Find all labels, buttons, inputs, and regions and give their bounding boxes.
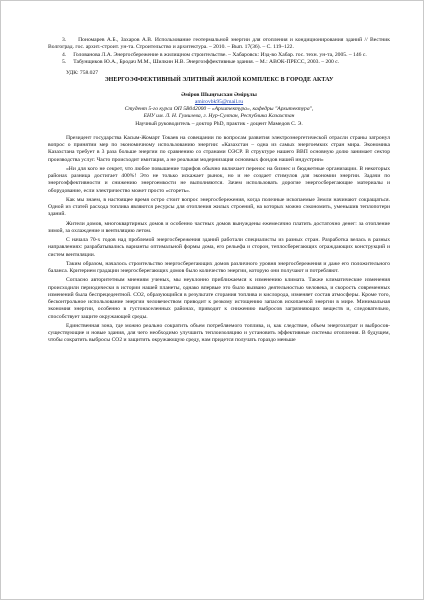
body-paragraph: Президент государства Касым-Жомарт Токаев на совещании по вопросам развития электроэнергетической отрасли страны затронул вопрос о принятии мер по экономичному использованию энергии: «Казахстан – одна из самых энергоемких стран мира. Экономика Казахстана требует в 3 раза больше энергии по сравнению со странами ОЭСР. В структуре нашего ВВП основную долю занимает сектор производства услуг. Часто происходит имитация, а не реальная модернизация основных фондов нашей индустрии»: [48, 134, 390, 163]
author-email-link[interactable]: amirovbk95@mail.ru: [194, 98, 244, 105]
author-affiliation-line-1: Студент 5-го курса ОП 5В042000 – «Архитектура», кафедры "Архитектура",: [124, 106, 314, 112]
reference-item: 5. Табунщиков Ю.А., Бродач М.М., Шилкин Н.В. Энергоэффективные здания. – М.: АВОК-ПРЕСС, 2003. – 200 с.: [62, 58, 340, 65]
article-title: ЭНЕРГОЭФФЕКТИВНЫЙ ЭЛИТНЫЙ ЖИЛОЙ КОМПЛЕКС В ГОРОДЕ АКТАУ: [104, 77, 334, 84]
body-paragraph: Согласно авторитетным мнениям ученых, мы неуклонно приближаемся к изменению климата. Также климатические изменения происходили периодически в истории нашей планеты, однако впервые это было вызвано деятельностью человека, и скорость современных изменений была беспрецедентной. CO2, образующийся в результате сгорания топлива и кислорода, изменяет состав атмосферы. Кроме того, бесконтрольное использование энергии человечеством приводит к резкому истощению запасов ископаемой энергии в мире. Минимальная экономия энергии, особенно в густонаселенных районах, приводит к снижению выбросов загрязняющих веществ и, следовательно, способствует защите окружающей среды.: [48, 277, 390, 320]
author-name: Әміров Шыңғысхан Әмірұлы: [181, 91, 257, 98]
body-paragraph: Жители домов, многоквартирных домов и особенно частных домов вынуждены ежемесячно платить достаточно денег: за отопление зимой, за охлаждение и вентиляцию летом.: [48, 220, 390, 234]
body-paragraph: С начала 70-х годов над проблемой энергосбережения зданий работали специалисты из разных стран. Разработка велась в разных направлениях: разрабатывались варианты оптимальной формы дома, его рельефа и сторон, теплосберегающих ограждающих конструкций и систем вентиляции.: [48, 237, 390, 258]
reference-item: 3. Пономарев А.Б., Захаров А.В. Использование геотермальной энергии для отопления и кондиционирования зданий // Вестник Волгоград. гос. архит.-строит. ун-та. Строительство и архитектура. – 2010. – Вып. 17(36). – С. 119–122.: [48, 37, 390, 51]
body-paragraph: Таким образом, началось строительство энергосберегающих домов различного уровня энергосбережения и даже его положительного баланса. Критерием градации энергосберегающих домов было количество энергии, которую они получают и потребляют.: [48, 260, 390, 274]
page-content: [48, 37, 390, 347]
body-paragraph: «Ни для кого не секрет, что любое повышение тарифов обычно включает перенос на бизнес и бюджетные организации. В некоторых районах разница достигает 400%! Это не только искажает рынок, но и не создает стимулов для экономии энергии. Задачи по энергоэффективности и снижению энергоемкости не выполняются. Зачем использовать дорогие энергосберегающие материалы и оборудование, если электричество может просто «сгореть».: [48, 165, 390, 194]
udk-code: УДК: 758.027: [66, 70, 99, 76]
body-paragraph: Единственная зона, где можно реально сократить объем потребляемого топлива, и, как следствие, объем энергозатрат и выбросов-существующие и новые здания, для чего необходимо улучшить теплоизоляцию и установить эффективные системы отопления. В будущем, чтобы сократить выбросы CO2 и защитить окружающую среду, нам придется получать гораздо меньше: [48, 322, 390, 344]
body-paragraph: Как мы знаем, в настоящее время остро стоит вопрос энергосбережения, когда полезные ископаемые Земли начинают сокращаться. Одной из статей расхода топлива являются ресурсы для отопления жилых строений, на которых можно сэкономить, уменьшив теплопотери зданий.: [48, 196, 390, 218]
article-body: [48, 135, 390, 345]
reference-list: [48, 37, 390, 66]
scientific-advisor: Научный руководитель – доктор PhD, практик - доцент Мамедов С. Э.: [135, 120, 303, 127]
reference-item: 4. Голованова Л.А. Энергосбережение в жилищном строительстве. – Хабаровск: Изд-во Хабар. гос. техн. ун-та, 2005. – 146 с.: [62, 51, 367, 58]
author-affiliation-line-2: ЕНУ им. Л. Н. Гумилева, г. Нур-Султан, Республика Казахстан: [143, 113, 295, 120]
